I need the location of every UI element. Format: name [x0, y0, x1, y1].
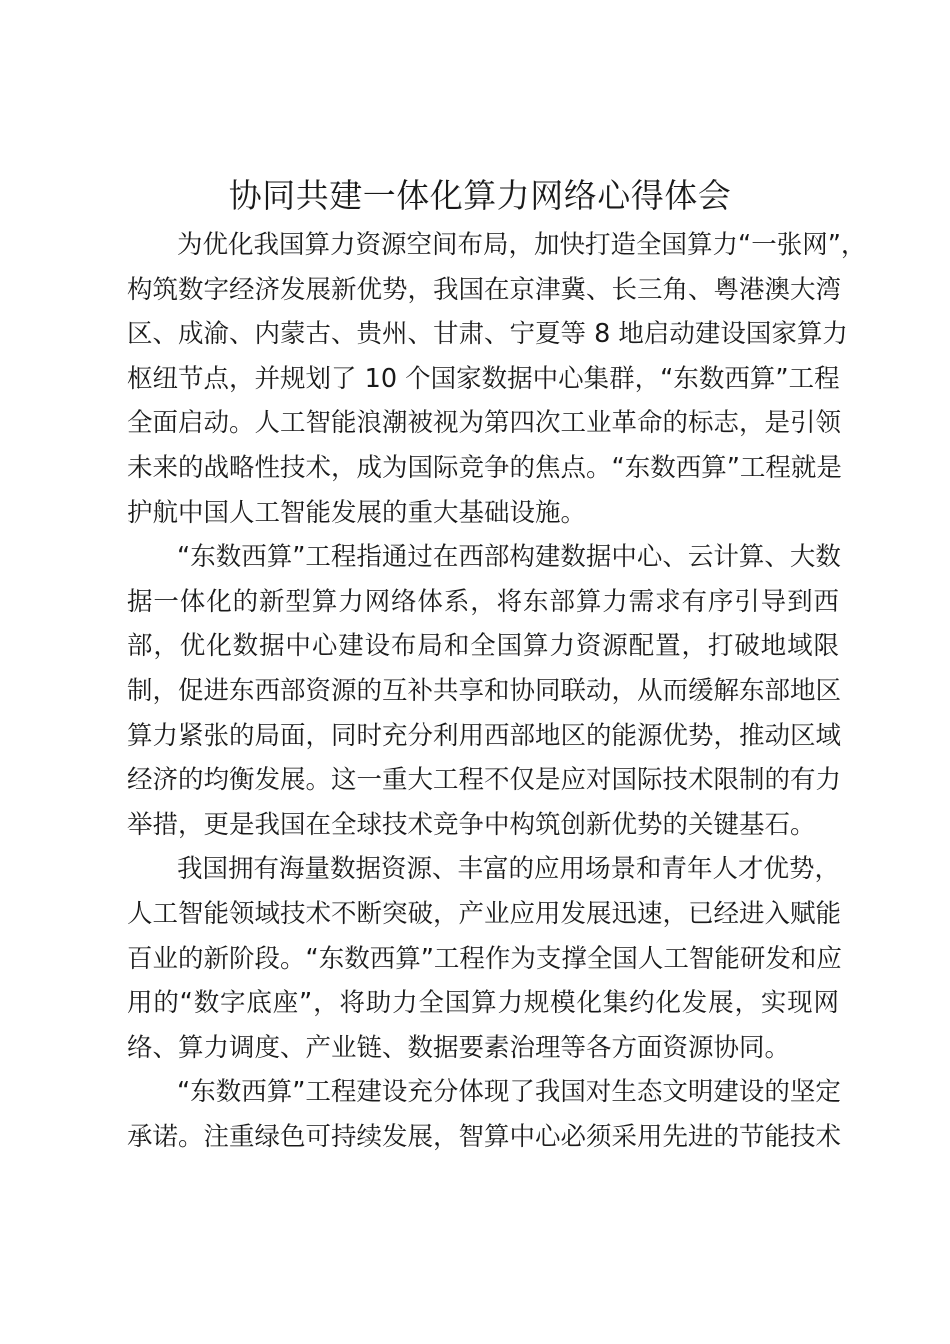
text-line: 承诺。注重绿色可持续发展，智算中心必须采用先进的节能技术	[127, 1121, 842, 1152]
text-line: “东数西算”工程指通过在西部构建数据中心、云计算、大数	[177, 542, 841, 573]
text-line: “东数西算”工程建设充分体现了我国对生态文明建设的坚定	[177, 1077, 841, 1108]
text-line: 络、算力调度、产业链、数据要素治理等各方面资源协同。	[127, 1032, 791, 1063]
text-line: 未来的战略性技术，成为国际竞争的焦点。“东数西算”工程就是	[127, 452, 842, 483]
document-body	[127, 223, 867, 1159]
document-title: 协同共建一体化算力网络心得体会	[228, 176, 732, 215]
text-line: 构筑数字经济发展新优势，我国在京津冀、长三角、粤港澳大湾	[127, 274, 842, 305]
paragraph-1	[127, 223, 867, 535]
paragraph-4	[127, 1070, 842, 1159]
paragraph-3	[127, 847, 842, 1070]
text-line: 据一体化的新型算力网络体系，将东部算力需求有序引导到西	[127, 586, 839, 617]
paragraph-2	[127, 535, 842, 847]
text-line: 全面启动。人工智能浪潮被视为第四次工业革命的标志，是引领	[127, 408, 842, 439]
text-line: 部，优化数据中心建设布局和全国算力资源配置，打破地域限	[127, 631, 839, 662]
text-line: 区、成渝、内蒙古、贵州、甘肃、宁夏等 8 地启动建设国家算力	[127, 319, 848, 350]
text-line: 人工智能领域技术不断突破，产业应用发展迅速，已经进入赋能	[127, 898, 842, 929]
text-line: 百业的新阶段。“东数西算”工程作为支撑全国人工智能研发和应	[127, 943, 842, 974]
text-line: 举措，更是我国在全球技术竞争中构筑创新优势的关键基石。	[127, 809, 816, 840]
text-line: 护航中国人工智能发展的重大基础设施。	[127, 497, 587, 528]
text-line: 经济的均衡发展。这一重大工程不仅是应对国际技术限制的有力	[127, 765, 842, 796]
text-line: 用的“数字底座”，将助力全国算力规模化集约化发展，实现网	[127, 988, 839, 1019]
text-line: 算力紧张的局面，同时充分利用西部地区的能源优势，推动区域	[127, 720, 842, 751]
text-line: 制，促进东西部资源的互补共享和协同联动，从而缓解东部地区	[127, 675, 842, 706]
text-line: 为优化我国算力资源空间布局，加快打造全国算力“一张网”，	[177, 230, 867, 260]
text-line: 枢纽节点，并规划了 10 个国家数据中心集群，“东数西算”工程	[127, 363, 840, 394]
text-line: 我国拥有海量数据资源、丰富的应用场景和青年人才优势，	[177, 854, 841, 885]
